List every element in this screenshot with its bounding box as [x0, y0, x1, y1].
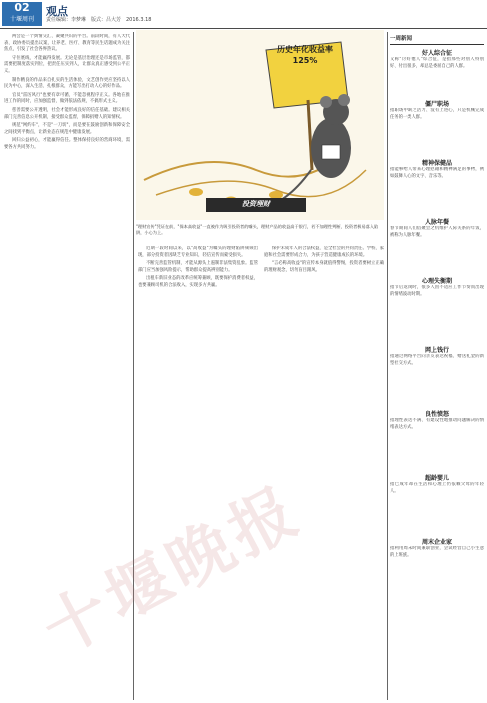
- term-title: 网上钱行: [424, 347, 449, 354]
- paragraph: 回归公益初心，才能赢得信任。整体保持良好的营商环境，需要各方共同努力。: [4, 138, 130, 150]
- term-item: [390, 217, 484, 276]
- illustration-background: [136, 30, 384, 220]
- coin: [269, 191, 283, 199]
- paragraph: 两会是一个舆情交汇、凝聚共识的平台。前段时间，有人大代表、政协委员提出议案，让养老、医疗、教育等民生话题成为关注焦点，引发了社会各界热议。: [4, 34, 130, 53]
- term-text: 指节后返岗时，很多人因不适应工作节奏而出现的情绪波动时期。: [390, 285, 484, 297]
- term-title: 周末企业家: [421, 539, 452, 546]
- paragraph: 保护未成年人的合法权益，是全社会的共同责任。学校、家庭和社会需要形成合力，为孩子营造健康成长的环境。: [264, 246, 384, 258]
- term-item: [390, 276, 484, 345]
- paragraph: 出租车新旧业态的改革应统筹兼顾，既要保护消费者权益，也要兼顾司机的合法收入，实现多方共赢。: [138, 276, 258, 288]
- term-text: 指利用周末时间兼职创业，尝试经营自己小生意的上班族。: [390, 546, 484, 558]
- page-number-badge: [2, 2, 42, 26]
- section-title: 观点: [46, 5, 68, 18]
- page-header: [0, 0, 487, 29]
- term-title: 超龄婴儿: [424, 475, 449, 482]
- paragraph: 不断完善监管机制，才能从源头上遏制非法集资乱象。监管部门应当加强风险提示，帮助群众提高辨别能力。: [138, 261, 258, 273]
- term-text: 指通过网络平台向亲友表达祝福、赠送礼金的新型社交方式。: [390, 354, 484, 366]
- term-title: 良性愤怒: [424, 411, 449, 418]
- term-item: [390, 99, 484, 158]
- editor-meta: 责任编辑：李梦琳 版式：吕大芳 2016.3.18: [46, 17, 152, 23]
- term-title: 好人综合征: [421, 50, 452, 57]
- banner-text: 投资理财: [242, 200, 270, 208]
- term-text: 指理性表达不满、有建设性地推动问题解决的情绪表达方式。: [390, 418, 484, 430]
- term-title: 人脉年餐: [424, 219, 449, 226]
- cartoon-illustration: [136, 30, 384, 220]
- column-divider: [387, 32, 388, 700]
- column-tag: 十堰周刊: [9, 16, 34, 23]
- illustration-caption: "理财宣传"凭证在前，"保本高收益"一直被作为吸引投资者的噱头，理财产品的收益高于银行，若不加理性判断，投资者极易落入陷阱，小心为上。: [136, 224, 379, 235]
- paragraph: 守住底线，才能赢得发展。无论是基层治理还是市场监管，都需要把制度落实到位，把责任压实到人，让群众真正感受到公平正义。: [4, 55, 130, 74]
- term-text: 春节期间人们借聚会之机维护人际关系的年饭，被称为人脉年餐。: [390, 226, 484, 238]
- term-title: 心理失衡期: [421, 278, 452, 285]
- paragraph: 规范"网约车"，不是"一刀切"，而是要在鼓励创新和保障安全之间找到平衡点，让新业态在规范中健康发展。: [4, 123, 130, 135]
- paragraph: 近期一段时间以来，以"高收益"为噱头的理财陷阱频频出现，部分投资者因缺乏专业知识，轻信宣传而蒙受损失。: [138, 246, 258, 258]
- watermark: 十堰晚报: [31, 472, 314, 670]
- term-item: [390, 409, 484, 473]
- term-list: [390, 48, 484, 601]
- rat-ear: [320, 96, 332, 108]
- term-item: [390, 345, 484, 409]
- term-title: 精神保健品: [421, 160, 452, 167]
- coin: [189, 188, 203, 196]
- term-text: 指能够给人带来心理慰藉和精神满足的事物，例如鼓舞人心的文字、音乐等。: [390, 167, 484, 179]
- right-column-header: 一周新闻: [390, 34, 484, 45]
- term-text: 又称"讨好他人"综合征，是指那些对别人特别好、付出很多，却总是委屈自己的人群。: [390, 57, 484, 69]
- term-item: [390, 48, 484, 99]
- term-title: 僵尸职场: [424, 101, 449, 108]
- paragraph: 制作精良的作品来自扎实的生活体验，文艺创作更应坚持以人民为中心，深入生活、扎根群众，方能写出打动人心的好作品。: [4, 77, 130, 90]
- term-item: [390, 537, 484, 601]
- paragraph: 官员"雷厉风行"也要有章可循，不能忽视程序正义。各地在推进工作的同时，应加强监督，做到依法依规，不搞形式主义。: [4, 92, 130, 105]
- paragraph: "言必称高收益"的宣传本身就值得警惕，投资者要树立正确的理财观念，切勿盲目跟风。: [264, 261, 384, 273]
- rat-card: [322, 145, 340, 159]
- term-text: 指职场中缺乏活力、没有上进心，只是机械完成任务的一类人群。: [390, 108, 484, 120]
- page-number: 02: [14, 1, 30, 14]
- term-item: [390, 473, 484, 537]
- term-text: 指已成年却在生活和心理上仍依赖父母的年轻人。: [390, 482, 484, 494]
- paragraph: 慈善需要公开透明，社会才能形成良好的信任基础。建议相关部门完善信息公开机制，接受群众监督，保障捐赠人的知情权。: [4, 107, 130, 120]
- rat-ear: [338, 94, 350, 106]
- sign-text: 历史年化收益率125%: [277, 45, 333, 65]
- term-item: [390, 158, 484, 217]
